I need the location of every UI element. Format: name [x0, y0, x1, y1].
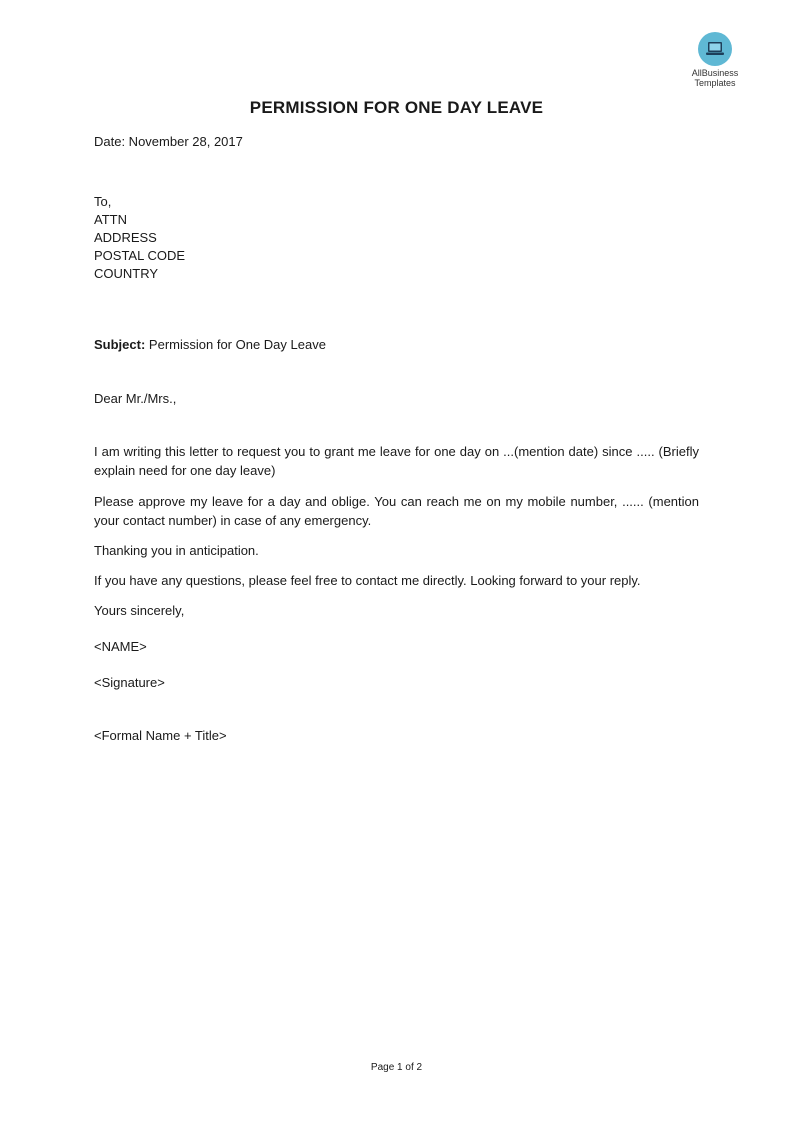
- sign-off: Yours sincerely,: [94, 603, 185, 618]
- recipient-postal-code: POSTAL CODE: [94, 248, 186, 263]
- subject-text: Permission for One Day Leave: [148, 337, 326, 352]
- recipient-address: ADDRESS: [94, 230, 157, 245]
- page-number: Page 1 of 2: [370, 1062, 423, 1073]
- logo-text-line1: AllBusiness: [691, 68, 739, 78]
- formal-name-title: <Formal Name + Title>: [94, 728, 227, 743]
- body-paragraph-4: If you have any questions, please feel free to contact me directly. Looking forward to your reply.: [94, 573, 641, 588]
- document-title: PERMISSION FOR ONE DAY LEAVE: [249, 98, 544, 117]
- brand-logo: [680, 32, 750, 88]
- laptop-icon: [698, 32, 732, 66]
- recipient-country: COUNTRY: [94, 266, 159, 281]
- salutation: Dear Mr./Mrs.,: [94, 391, 177, 406]
- body-paragraph-2: Please approve my leave for a day and oblige. You can reach me on my mobile number, ...... (mention your contact number) in case of any emergency.: [94, 494, 699, 528]
- subject-line: [94, 336, 326, 354]
- recipient-attn: ATTN: [94, 212, 127, 227]
- name-placeholder: <NAME>: [94, 639, 147, 654]
- date-line: Date: November 28, 2017: [94, 134, 243, 149]
- recipient-to: To,: [94, 194, 112, 209]
- body-paragraph-1: I am writing this letter to request you to grant me leave for one day on ...(mention date) since ..... (Briefly explain need for one day leave): [94, 444, 699, 478]
- body-paragraph-3: Thanking you in anticipation.: [94, 543, 259, 558]
- signature-placeholder: <Signature>: [94, 675, 165, 690]
- logo-text-line2: Templates: [694, 78, 736, 88]
- subject-label: Subject:: [94, 337, 146, 352]
